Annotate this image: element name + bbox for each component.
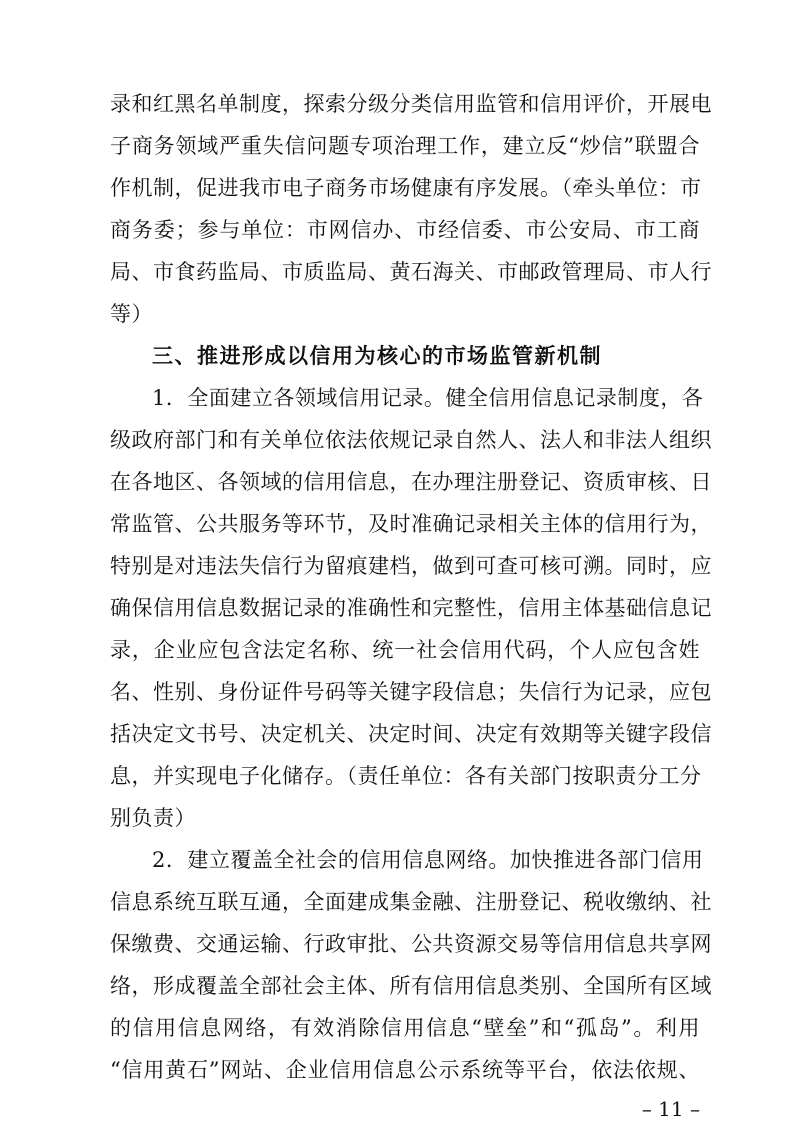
body-text-line: 络，形成覆盖全部社会主体、所有信用信息类别、全国所有区域 — [110, 974, 712, 998]
body-text-line: 局、市食药监局、市质监局、黄石海关、市邮政管理局、市人行 — [110, 260, 712, 284]
page-number: – 11 – — [641, 1097, 700, 1121]
body-text-line: 确保信用信息数据记录的准确性和完整性，信用主体基础信息记 — [110, 596, 712, 620]
body-text-line: 作机制，促进我市电子商务市场健康有序发展。（牵头单位：市 — [110, 176, 702, 200]
body-text-line: 名、性别、身份证件号码等关键字段信息；失信行为记录，应包 — [110, 680, 712, 704]
body-text-line: 常监管、公共服务等环节，及时准确记录相关主体的信用行为， — [110, 512, 712, 536]
body-text-line: 在各地区、各领域的信用信息，在办理注册登记、资质审核、日 — [110, 470, 712, 494]
body-text-line: 息，并实现电子化储存。（责任单位：各有关部门按职责分工分 — [110, 764, 702, 788]
body-text-line: 的信用信息网络，有效消除信用信息“壁垒”和“孤岛”。利用 — [110, 1016, 700, 1040]
paragraph-first-line: 1．全面建立各领域信用记录。健全信用信息记录制度，各 — [152, 386, 704, 410]
section-heading: 三、推进形成以信用为核心的市场监管新机制 — [152, 344, 602, 368]
body-text-line: 级政府部门和有关单位依法依规记录自然人、法人和非法人组织 — [110, 428, 712, 452]
body-text-line: 特别是对违法失信行为留痕建档，做到可查可核可溯。同时，应 — [110, 554, 712, 578]
body-text-line: 信息系统互联互通，全面建成集金融、注册登记、税收缴纳、社 — [110, 890, 712, 914]
body-text-line: “信用黄石”网站、企业信用信息公示系统等平台，依法依规、 — [110, 1058, 700, 1082]
body-text-line: 别负责） — [110, 806, 196, 830]
body-text-line: 保缴费、交通运输、行政审批、公共资源交易等信用信息共享网 — [110, 932, 712, 956]
body-text-line: 子商务领域严重失信问题专项治理工作，建立反“炒信”联盟合 — [110, 134, 700, 158]
body-text-line: 录和红黑名单制度，探索分级分类信用监管和信用评价，开展电 — [110, 92, 712, 116]
body-text-line: 等） — [110, 302, 153, 326]
body-text-line: 录，企业应包含法定名称、统一社会信用代码，个人应包含姓 — [110, 638, 700, 662]
paragraph-first-line: 2．建立覆盖全社会的信用信息网络。加快推进各部门信用 — [152, 848, 704, 872]
body-text-line: 括决定文书号、决定机关、决定时间、决定有效期等关键字段信 — [110, 722, 712, 746]
body-text-line: 商务委；参与单位：市网信办、市经信委、市公安局、市工商 — [110, 218, 700, 242]
